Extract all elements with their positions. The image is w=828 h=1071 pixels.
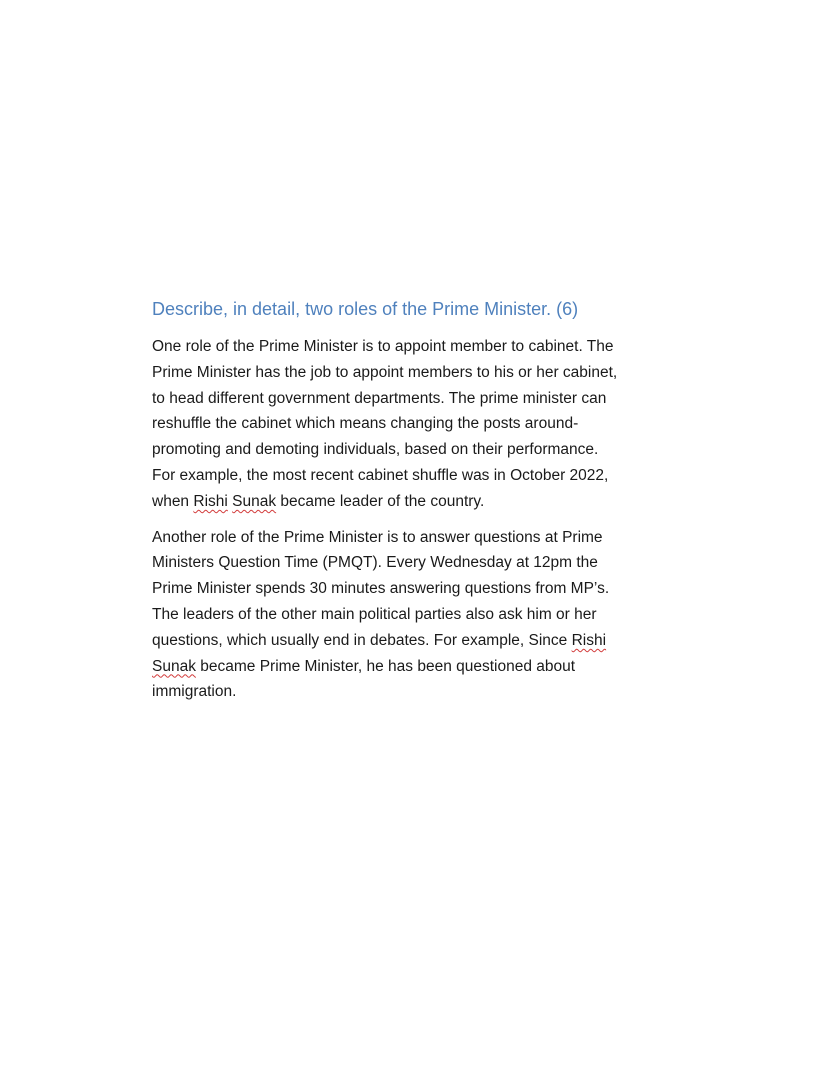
spellcheck-flagged-word[interactable]: Sunak <box>152 657 196 675</box>
paragraph-line <box>152 550 712 576</box>
spellcheck-flagged-word[interactable]: Rishi <box>193 492 228 510</box>
paragraph-line <box>152 576 712 602</box>
paragraph-line <box>152 334 712 360</box>
text-run: For example, the most recent cabinet shuffle was in October 2022, <box>152 466 609 484</box>
question-heading: Describe, in detail, two roles of the Prime Minister. (6) <box>152 299 579 319</box>
paragraph-line <box>152 654 712 680</box>
text-run: Another role of the Prime Minister is to answer questions at Prime <box>152 528 603 546</box>
paragraph-line <box>152 411 712 437</box>
paragraph-line <box>152 525 712 551</box>
text-run: The leaders of the other main political parties also ask him or her <box>152 605 597 623</box>
text-run: immigration. <box>152 683 237 701</box>
document-content <box>152 296 712 715</box>
text-run: Prime Minister has the job to appoint members to his or her cabinet, <box>152 363 618 381</box>
text-run: questions, which usually end in debates. For example, Since <box>152 631 572 649</box>
paragraph-line <box>152 628 712 654</box>
text-run: to head different government departments. The prime minister can <box>152 389 607 407</box>
paragraph-line <box>152 386 712 412</box>
paragraph-line <box>152 463 712 489</box>
text-run: reshuffle the cabinet which means changing the posts around- <box>152 415 579 433</box>
paragraph-line <box>152 437 712 463</box>
answer-paragraph-2 <box>152 525 712 706</box>
paragraph-line <box>152 360 712 386</box>
paragraph-line <box>152 679 712 705</box>
text-run: became leader of the country. <box>276 492 485 510</box>
text-run: promoting and demoting individuals, based on their performance. <box>152 441 599 459</box>
answer-paragraph-1 <box>152 334 712 515</box>
spellcheck-flagged-word[interactable]: Rishi <box>571 631 607 649</box>
text-run: became Prime Minister, he has been questioned about <box>195 657 576 675</box>
text-run: Ministers Question Time (PMQT). Every Wednesday at 12pm the <box>152 554 598 572</box>
spellcheck-flagged-word[interactable]: Sunak <box>232 492 277 510</box>
paragraph-line <box>152 602 712 628</box>
text-run: when <box>152 492 194 510</box>
paragraph-line <box>152 489 712 515</box>
text-run: Prime Minister spends 30 minutes answering questions from MP’s. <box>152 580 610 598</box>
text-run: One role of the Prime Minister is to appoint member to cabinet. The <box>152 338 614 355</box>
